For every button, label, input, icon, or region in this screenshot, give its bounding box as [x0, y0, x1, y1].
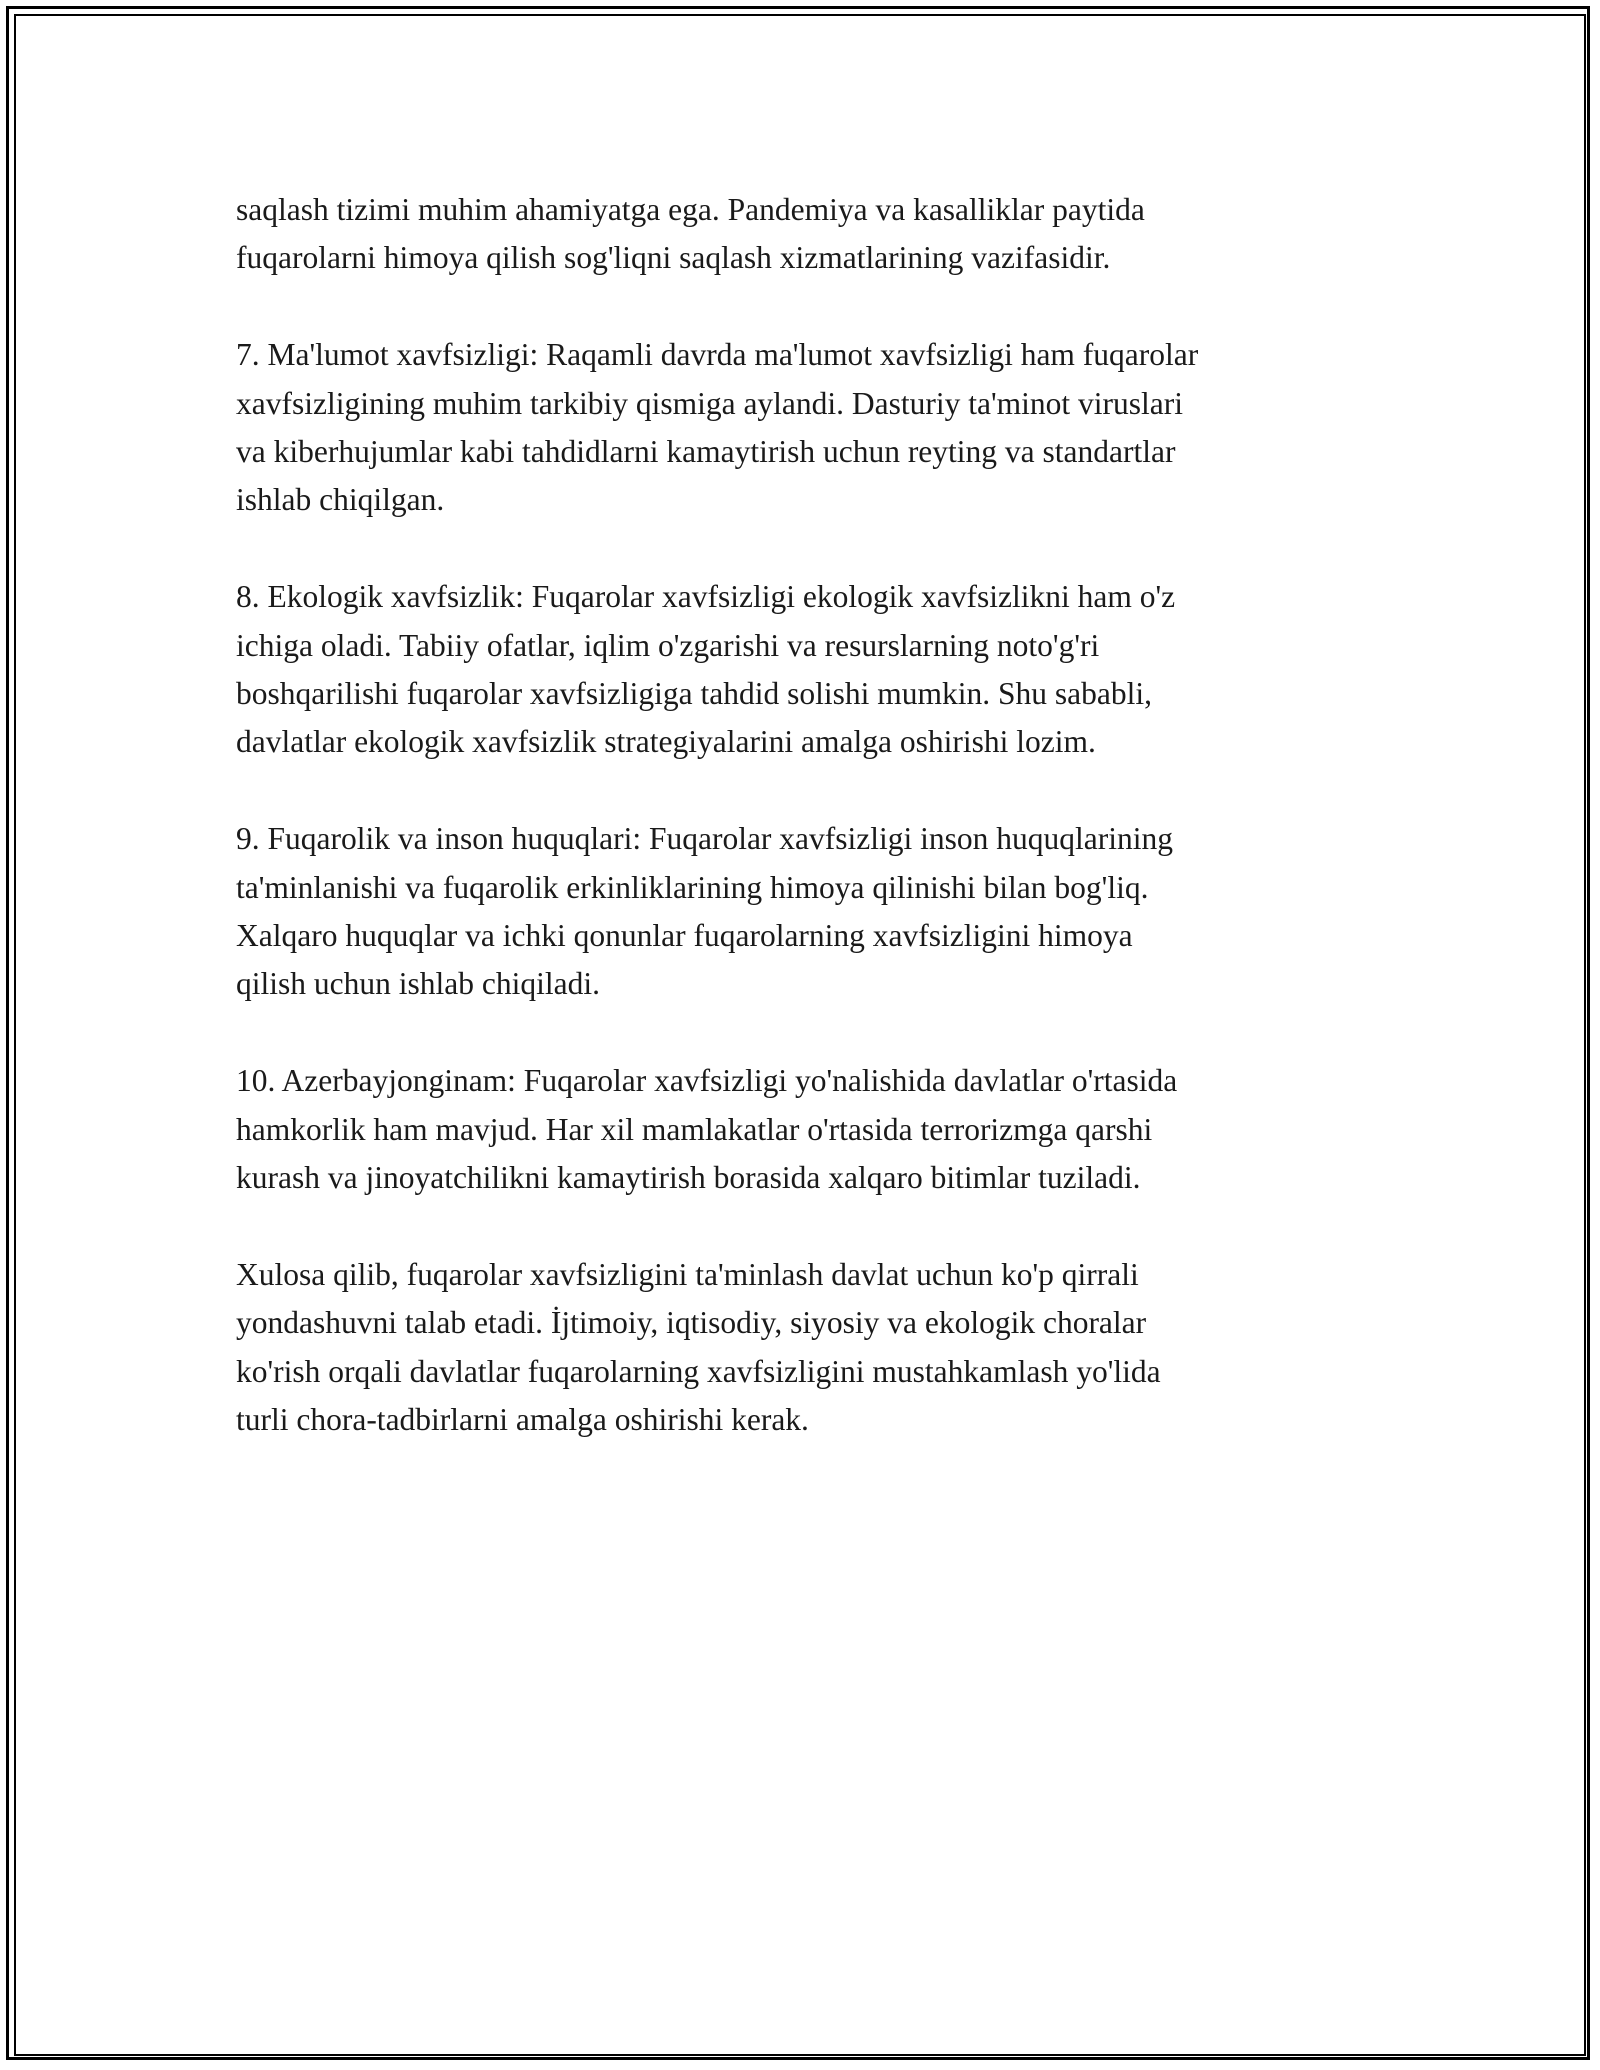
text-line: ichiga oladi. Tabiiy ofatlar, iqlim o'zgarishi va resurslarning noto'g'ri — [236, 627, 1100, 663]
text-line: 8. Ekologik xavfsizlik: Fuqarolar xavfsizligi ekologik xavfsizlikni ham o'z — [236, 579, 1176, 615]
text-line: va kiberhujumlar kabi tahdidlarni kamaytirish uchun reyting va standartlar — [236, 434, 1176, 470]
paragraph-ecological-security — [236, 573, 1396, 767]
text-line: boshqarilishi fuqarolar xavfsizligiga tahdid solishi mumkin. Shu sababli, — [236, 676, 1153, 712]
text-line: yondashuvni talab etadi. İjtimoiy, iqtisodiy, siyosiy va ekologik choralar — [236, 1305, 1147, 1341]
paragraph-human-rights — [236, 815, 1396, 1009]
text-line: Xulosa qilib, fuqarolar xavfsizligini ta'minlash davlat uchun ko'p qirrali — [236, 1256, 1139, 1292]
paragraph-international-cooperation — [236, 1057, 1396, 1202]
paragraph-conclusion — [236, 1251, 1396, 1445]
text-line: kurash va jinoyatchilikni kamaytirish borasida xalqaro bitimlar tuziladi. — [236, 1160, 1141, 1196]
text-line: 9. Fuqarolik va inson huquqlari: Fuqarolar xavfsizligi inson huquqlarining — [236, 821, 1174, 857]
text-line: davlatlar ekologik xavfsizlik strategiyalarini amalga oshirishi lozim. — [236, 724, 1096, 760]
text-line: fuqarolarni himoya qilish sog'liqni saqlash xizmatlarining vazifasidir. — [236, 240, 1111, 276]
text-line: qilish uchun ishlab chiqiladi. — [236, 966, 600, 1002]
text-line: Xalqaro huquqlar va ichki qonunlar fuqarolarning xavfsizligini himoya — [236, 918, 1133, 954]
paragraph-health-continued — [236, 186, 1396, 283]
text-line: 10. Azerbayjonginam: Fuqarolar xavfsizligi yo'nalishida davlatlar o'rtasida — [236, 1063, 1178, 1099]
paragraph-information-security — [236, 331, 1396, 525]
text-line: saqlash tizimi muhim ahamiyatga ega. Pandemiya va kasalliklar paytida — [236, 192, 1145, 227]
document-body — [236, 186, 1396, 1493]
text-line: 7. Ma'lumot xavfsizligi: Raqamli davrda ma'lumot xavfsizligi ham fuqarolar — [236, 337, 1199, 373]
text-line: ishlab chiqilgan. — [236, 482, 445, 518]
text-line: hamkorlik ham mavjud. Har xil mamlakatlar o'rtasida terrorizmga qarshi — [236, 1111, 1153, 1147]
text-line: turli chora-tadbirlarni amalga oshirishi kerak. — [236, 1402, 809, 1438]
text-line: ta'minlanishi va fuqarolik erkinliklarining himoya qilinishi bilan bog'liq. — [236, 869, 1149, 905]
text-line: xavfsizligining muhim tarkibiy qismiga aylandi. Dasturiy ta'minot viruslari — [236, 385, 1184, 421]
text-line: ko'rish orqali davlatlar fuqarolarning xavfsizligini mustahkamlash yo'lida — [236, 1353, 1161, 1389]
